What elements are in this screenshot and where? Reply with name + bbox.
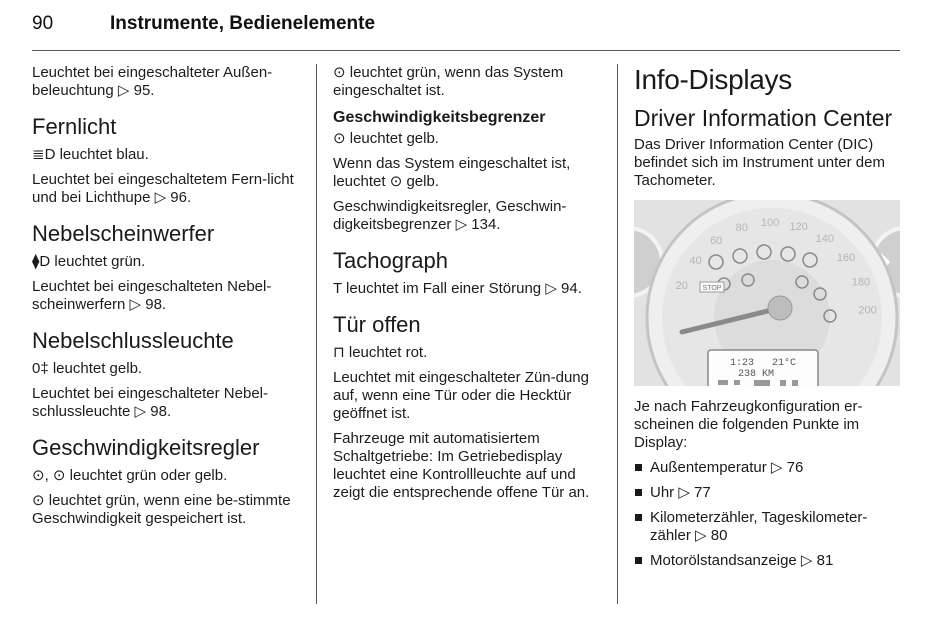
regler-continued: ⊙ leuchtet grün, wenn das System eingeschaltet ist. <box>333 64 564 99</box>
dic-temperature: 21°C <box>772 358 797 369</box>
tuer-status: ⊓ leuchtet rot. <box>333 344 428 361</box>
nebel-heading: Nebelscheinwerfer <box>32 221 215 246</box>
display-items-list <box>634 459 902 570</box>
column-divider-1 <box>316 64 317 604</box>
tacho-status: T leuchtet im Fall einer Störung ▷ 94. <box>333 280 582 297</box>
page-number: 90 <box>32 13 54 34</box>
page-header <box>32 10 900 50</box>
tacho-heading: Tachograph <box>333 248 448 273</box>
list-item: Kilometerzähler, Tageskilometer-zähler ▷ 80 <box>634 509 902 545</box>
begrenzer-status: ⊙ leuchtet gelb. <box>333 130 439 147</box>
speed-tick-label: 160 <box>836 252 856 264</box>
column-1 <box>32 64 304 535</box>
speed-tick-label: 80 <box>735 221 748 234</box>
column-2 <box>333 64 605 509</box>
regler-text: ⊙ leuchtet grün, wenn eine be-stimmte Geschwindigkeit gespeichert ist. <box>32 492 291 527</box>
nebelschluss-status: 0‡ leuchtet gelb. <box>32 360 143 377</box>
regler-status: ⊙, ⊙ leuchtet grün oder gelb. <box>32 467 228 484</box>
speed-tick-label: 180 <box>851 276 871 289</box>
begrenzer-text-1: Wenn das System eingeschaltet ist, leuchtet ⊙ gelb. <box>333 155 571 190</box>
dic-intro: Das Driver Information Center (DIC) befindet sich im Instrument unter dem Tachometer. <box>634 136 885 189</box>
regler-heading: Geschwindigkeitsregler <box>32 435 260 460</box>
list-intro: Je nach Fahrzeugkonfiguration er-scheinen die folgenden Punkte im Display: <box>634 398 863 451</box>
fernlicht-status: ≣D leuchtet blau. <box>32 146 149 163</box>
list-item: Außentemperatur ▷ 76 <box>634 459 902 477</box>
list-item: Uhr ▷ 77 <box>634 484 902 502</box>
nebel-text: Leuchtet bei eingeschalteten Nebel-scheinwerfern ▷ 98. <box>32 278 272 313</box>
column-3 <box>634 64 902 577</box>
nebel-status: ⧫D leuchtet grün. <box>32 253 146 270</box>
info-displays-heading: Info-Displays <box>634 64 792 95</box>
stop-lamp-label: STOP <box>702 285 722 292</box>
instrument-cluster-illustration <box>634 200 900 386</box>
tuer-text-2: Fahrzeuge mit automatisiertem Schaltgetriebe: Im Getriebedisplay leuchtet eine Kontrollleuchte auf und zeigt die entsprechende offene Tür an. <box>333 430 590 501</box>
dic-time: 1:23 <box>730 358 755 369</box>
header-divider <box>32 50 900 51</box>
fernlicht-text: Leuchtet bei eingeschaltetem Fern-licht und bei Lichthupe ▷ 96. <box>32 171 294 206</box>
dic-heading: Driver Information Center <box>634 105 893 131</box>
speed-tick-label: 60 <box>710 234 723 247</box>
speed-tick-label: 200 <box>858 304 877 317</box>
tuer-heading: Tür offen <box>333 312 421 337</box>
nebelschluss-heading: Nebelschlussleuchte <box>32 328 234 353</box>
intro-text: Leuchtet bei eingeschalteter Außen-beleuchtung ▷ 95. <box>32 64 273 99</box>
speed-tick-label: 120 <box>789 220 808 233</box>
column-divider-2 <box>617 64 618 604</box>
list-item: Motorölstandsanzeige ▷ 81 <box>634 552 902 570</box>
begrenzer-heading: Geschwindigkeitsbegrenzer <box>333 109 546 126</box>
speed-tick-label: 140 <box>815 232 834 245</box>
speed-tick-label: 100 <box>760 217 780 229</box>
nebelschluss-text: Leuchtet bei eingeschalteter Nebel-schlussleuchte ▷ 98. <box>32 385 268 420</box>
section-title: Instrumente, Bedienelemente <box>110 13 376 34</box>
speed-tick-label: 20 <box>675 280 688 293</box>
speed-tick-label: 40 <box>689 254 702 267</box>
begrenzer-text-2: Geschwindigkeitsregler, Geschwin-digkeitsbegrenzer ▷ 134. <box>333 198 567 233</box>
tuer-text-1: Leuchtet mit eingeschalteter Zün-dung auf, wenn eine Tür oder die Hecktür geöffnet ist. <box>333 369 589 422</box>
fernlicht-heading: Fernlicht <box>32 114 117 139</box>
dic-odometer: 238 KM <box>738 369 775 380</box>
